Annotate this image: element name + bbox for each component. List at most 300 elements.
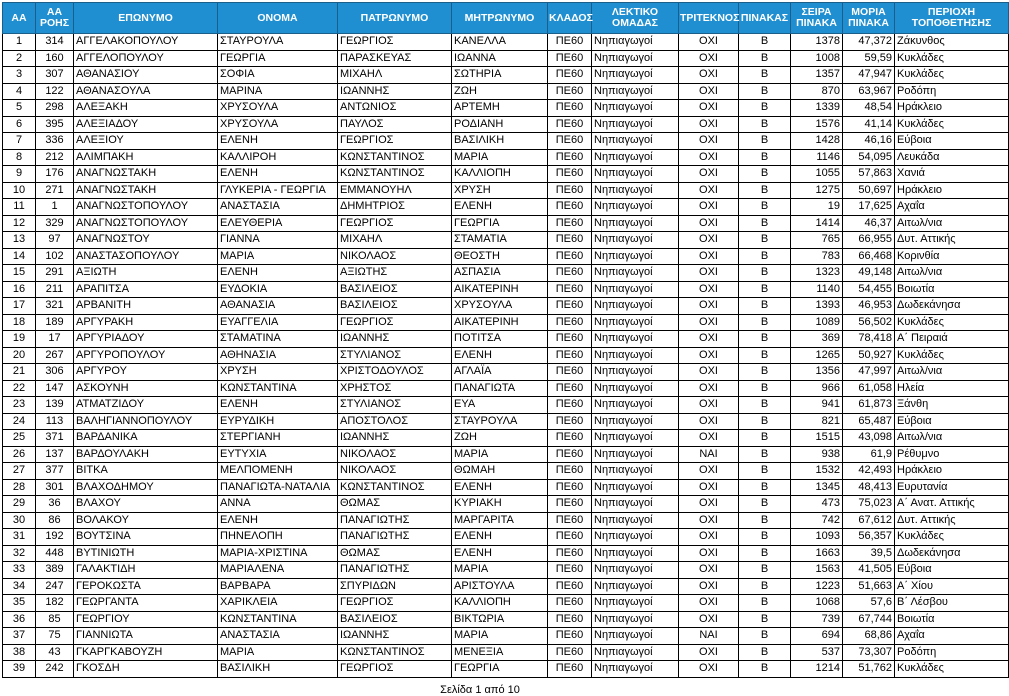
- cell-col-lektiko-omadas: Νηπιαγωγοί: [592, 380, 679, 397]
- cell-col-seira-pinaka: 537: [791, 644, 843, 661]
- cell-col-mitronymo: ΑΙΚΑΤΕΡΙΝΗ: [452, 314, 548, 331]
- cell-col-lektiko-omadas: Νηπιαγωγοί: [592, 100, 679, 117]
- cell-col-mitronymo: ΣΤΑΥΡΟΥΛΑ: [452, 413, 548, 430]
- cell-col-perioxh: Κυκλάδες: [895, 661, 1009, 678]
- cell-col-aa: 39: [3, 661, 36, 678]
- cell-col-moria-pinaka: 66,468: [843, 248, 895, 265]
- cell-col-lektiko-omadas: Νηπιαγωγοί: [592, 413, 679, 430]
- cell-col-onoma: ΕΛΕΝΗ: [218, 512, 338, 529]
- cell-col-tritteknos: ΟΧΙ: [679, 199, 739, 216]
- cell-col-pinakas: Β: [739, 100, 791, 117]
- cell-col-klados: ΠΕ60: [548, 413, 592, 430]
- cell-col-seira-pinaka: 1068: [791, 595, 843, 612]
- cell-col-onoma: ΑΝΑΣΤΑΣΙΑ: [218, 199, 338, 216]
- cell-col-aa-rohs: 291: [36, 265, 74, 282]
- cell-col-moria-pinaka: 54,455: [843, 281, 895, 298]
- cell-col-patronymo: ΝΙΚΟΛΑΟΣ: [338, 463, 452, 480]
- cell-col-eponymo: ΓΙΑΝΝΙΩΤΑ: [74, 628, 218, 645]
- cell-col-perioxh: Ρέθυμνο: [895, 446, 1009, 463]
- cell-col-klados: ΠΕ60: [548, 199, 592, 216]
- cell-col-lektiko-omadas: Νηπιαγωγοί: [592, 83, 679, 100]
- cell-col-perioxh: Ροδόπη: [895, 83, 1009, 100]
- cell-col-lektiko-omadas: Νηπιαγωγοί: [592, 314, 679, 331]
- cell-col-patronymo: ΜΙΧΑΗΛ: [338, 67, 452, 84]
- cell-col-pinakas: Β: [739, 397, 791, 414]
- cell-col-onoma: ΧΑΡΙΚΛΕΙΑ: [218, 595, 338, 612]
- cell-col-eponymo: ΑΝΑΓΝΩΣΤΟΠΟΥΛΟΥ: [74, 199, 218, 216]
- cell-col-seira-pinaka: 1345: [791, 479, 843, 496]
- cell-col-moria-pinaka: 68,86: [843, 628, 895, 645]
- cell-col-aa-rohs: 17: [36, 331, 74, 348]
- cell-col-klados: ΠΕ60: [548, 116, 592, 133]
- cell-col-seira-pinaka: 821: [791, 413, 843, 430]
- cell-col-tritteknos: ΟΧΙ: [679, 116, 739, 133]
- cell-col-tritteknos: ΟΧΙ: [679, 529, 739, 546]
- cell-col-klados: ΠΕ60: [548, 347, 592, 364]
- cell-col-moria-pinaka: 61,9: [843, 446, 895, 463]
- cell-col-onoma: ΑΘΑΝΑΣΙΑ: [218, 298, 338, 315]
- cell-col-klados: ΠΕ60: [548, 562, 592, 579]
- cell-col-lektiko-omadas: Νηπιαγωγοί: [592, 50, 679, 67]
- cell-col-seira-pinaka: 1055: [791, 166, 843, 183]
- cell-col-tritteknos: ΟΧΙ: [679, 83, 739, 100]
- cell-col-perioxh: Βοιωτία: [895, 611, 1009, 628]
- table-row: [3, 430, 1009, 447]
- cell-col-patronymo: ΝΙΚΟΛΑΟΣ: [338, 446, 452, 463]
- cell-col-lektiko-omadas: Νηπιαγωγοί: [592, 248, 679, 265]
- cell-col-aa: 24: [3, 413, 36, 430]
- cell-col-mitronymo: ΜΑΡΓΑΡΙΤΑ: [452, 512, 548, 529]
- header-col-aa: AA: [3, 3, 36, 34]
- cell-col-perioxh: Αιτωλ/νια: [895, 430, 1009, 447]
- table-row: [3, 298, 1009, 315]
- cell-col-perioxh: Ηράκλειο: [895, 182, 1009, 199]
- cell-col-eponymo: ΒΥΤΙΝΙΩΤΗ: [74, 545, 218, 562]
- cell-col-klados: ΠΕ60: [548, 34, 592, 51]
- cell-col-eponymo: ΑΓΓΕΛΑΚΟΠΟΥΛΟΥ: [74, 34, 218, 51]
- cell-col-patronymo: ΝΙΚΟΛΑΟΣ: [338, 248, 452, 265]
- cell-col-tritteknos: ΟΧΙ: [679, 463, 739, 480]
- cell-col-seira-pinaka: 1214: [791, 661, 843, 678]
- cell-col-aa: 35: [3, 595, 36, 612]
- cell-col-onoma: ΧΡΥΣΟΥΛΑ: [218, 116, 338, 133]
- cell-col-aa-rohs: 212: [36, 149, 74, 166]
- cell-col-aa: 21: [3, 364, 36, 381]
- table-row: [3, 562, 1009, 579]
- cell-col-tritteknos: ΝΑΙ: [679, 628, 739, 645]
- cell-col-aa: 23: [3, 397, 36, 414]
- cell-col-perioxh: Α΄ Χίου: [895, 578, 1009, 595]
- cell-col-aa-rohs: 389: [36, 562, 74, 579]
- cell-col-aa-rohs: 182: [36, 595, 74, 612]
- cell-col-perioxh: Α΄ Πειραιά: [895, 331, 1009, 348]
- cell-col-pinakas: Β: [739, 463, 791, 480]
- cell-col-aa: 31: [3, 529, 36, 546]
- table-row: [3, 232, 1009, 249]
- cell-col-onoma: ΜΑΡΙΑ-ΧΡΙΣΤΙΝΑ: [218, 545, 338, 562]
- cell-col-tritteknos: ΟΧΙ: [679, 248, 739, 265]
- table-row: [3, 380, 1009, 397]
- cell-col-mitronymo: ΕΛΕΝΗ: [452, 347, 548, 364]
- cell-col-tritteknos: ΟΧΙ: [679, 611, 739, 628]
- cell-col-moria-pinaka: 46,953: [843, 298, 895, 315]
- cell-col-seira-pinaka: 1563: [791, 562, 843, 579]
- cell-col-pinakas: Β: [739, 116, 791, 133]
- cell-col-perioxh: Εύβοια: [895, 133, 1009, 150]
- cell-col-perioxh: Ροδόπη: [895, 644, 1009, 661]
- cell-col-tritteknos: ΝΑΙ: [679, 446, 739, 463]
- cell-col-patronymo: ΓΕΩΡΓΙΟΣ: [338, 34, 452, 51]
- cell-col-perioxh: Εύβοια: [895, 413, 1009, 430]
- cell-col-moria-pinaka: 56,502: [843, 314, 895, 331]
- cell-col-klados: ΠΕ60: [548, 149, 592, 166]
- cell-col-aa: 36: [3, 611, 36, 628]
- cell-col-klados: ΠΕ60: [548, 298, 592, 315]
- cell-col-tritteknos: ΟΧΙ: [679, 149, 739, 166]
- table-row: [3, 496, 1009, 513]
- results-table: [2, 2, 1009, 678]
- cell-col-aa-rohs: 97: [36, 232, 74, 249]
- cell-col-pinakas: Β: [739, 364, 791, 381]
- cell-col-klados: ΠΕ60: [548, 380, 592, 397]
- cell-col-onoma: ΓΕΩΡΓΙΑ: [218, 50, 338, 67]
- cell-col-seira-pinaka: 742: [791, 512, 843, 529]
- cell-col-lektiko-omadas: Νηπιαγωγοί: [592, 133, 679, 150]
- cell-col-mitronymo: ΑΙΚΑΤΕΡΙΝΗ: [452, 281, 548, 298]
- table-row: [3, 149, 1009, 166]
- cell-col-aa-rohs: 102: [36, 248, 74, 265]
- cell-col-perioxh: Ευρυτανία: [895, 479, 1009, 496]
- cell-col-lektiko-omadas: Νηπιαγωγοί: [592, 463, 679, 480]
- cell-col-aa: 3: [3, 67, 36, 84]
- cell-col-aa: 11: [3, 199, 36, 216]
- cell-col-pinakas: Β: [739, 347, 791, 364]
- cell-col-patronymo: ΣΤΥΛΙΑΝΟΣ: [338, 347, 452, 364]
- cell-col-lektiko-omadas: Νηπιαγωγοί: [592, 578, 679, 595]
- cell-col-aa-rohs: 371: [36, 430, 74, 447]
- cell-col-moria-pinaka: 42,493: [843, 463, 895, 480]
- cell-col-onoma: ΑΝΑΣΤΑΣΙΑ: [218, 628, 338, 645]
- cell-col-perioxh: Ηλεία: [895, 380, 1009, 397]
- cell-col-onoma: ΣΤΑΥΡΟΥΛΑ: [218, 34, 338, 51]
- cell-col-pinakas: Β: [739, 331, 791, 348]
- table-row: [3, 347, 1009, 364]
- cell-col-aa: 1: [3, 34, 36, 51]
- cell-col-mitronymo: ΓΕΩΡΓΙΑ: [452, 215, 548, 232]
- cell-col-onoma: ΜΑΡΙΝΑ: [218, 83, 338, 100]
- cell-col-pinakas: Β: [739, 628, 791, 645]
- header-col-eponymo: ΕΠΩΝΥΜΟ: [74, 3, 218, 34]
- cell-col-moria-pinaka: 48,413: [843, 479, 895, 496]
- cell-col-moria-pinaka: 46,16: [843, 133, 895, 150]
- cell-col-lektiko-omadas: Νηπιαγωγοί: [592, 199, 679, 216]
- cell-col-seira-pinaka: 369: [791, 331, 843, 348]
- cell-col-patronymo: ΒΑΣΙΛΕΙΟΣ: [338, 298, 452, 315]
- cell-col-lektiko-omadas: Νηπιαγωγοί: [592, 529, 679, 546]
- cell-col-seira-pinaka: 1223: [791, 578, 843, 595]
- cell-col-aa: 6: [3, 116, 36, 133]
- cell-col-perioxh: Α΄ Ανατ. Αττικής: [895, 496, 1009, 513]
- cell-col-aa: 2: [3, 50, 36, 67]
- cell-col-onoma: ΑΝΝΑ: [218, 496, 338, 513]
- cell-col-moria-pinaka: 73,307: [843, 644, 895, 661]
- cell-col-onoma: ΜΕΛΠΟΜΕΝΗ: [218, 463, 338, 480]
- cell-col-aa-rohs: 160: [36, 50, 74, 67]
- cell-col-klados: ΠΕ60: [548, 232, 592, 249]
- cell-col-klados: ΠΕ60: [548, 364, 592, 381]
- cell-col-onoma: ΓΛΥΚΕΡΙΑ - ΓΕΩΡΓΙΑ: [218, 182, 338, 199]
- cell-col-pinakas: Β: [739, 50, 791, 67]
- cell-col-seira-pinaka: 765: [791, 232, 843, 249]
- cell-col-seira-pinaka: 473: [791, 496, 843, 513]
- cell-col-patronymo: ΚΩΝΣΤΑΝΤΙΝΟΣ: [338, 479, 452, 496]
- cell-col-aa-rohs: 301: [36, 479, 74, 496]
- cell-col-moria-pinaka: 65,487: [843, 413, 895, 430]
- cell-col-lektiko-omadas: Νηπιαγωγοί: [592, 116, 679, 133]
- cell-col-mitronymo: ΕΛΕΝΗ: [452, 529, 548, 546]
- cell-col-aa-rohs: 395: [36, 116, 74, 133]
- table-row: [3, 265, 1009, 282]
- cell-col-mitronymo: ΣΩΤΗΡΙΑ: [452, 67, 548, 84]
- cell-col-perioxh: Δωδεκάνησα: [895, 545, 1009, 562]
- cell-col-lektiko-omadas: Νηπιαγωγοί: [592, 661, 679, 678]
- cell-col-pinakas: Β: [739, 149, 791, 166]
- cell-col-moria-pinaka: 50,697: [843, 182, 895, 199]
- cell-col-aa: 14: [3, 248, 36, 265]
- cell-col-perioxh: Δυτ. Αττικής: [895, 512, 1009, 529]
- cell-col-klados: ΠΕ60: [548, 83, 592, 100]
- cell-col-patronymo: ΙΩΑΝΝΗΣ: [338, 331, 452, 348]
- table-row: [3, 83, 1009, 100]
- cell-col-moria-pinaka: 56,357: [843, 529, 895, 546]
- cell-col-moria-pinaka: 47,372: [843, 34, 895, 51]
- cell-col-aa: 17: [3, 298, 36, 315]
- cell-col-seira-pinaka: 1378: [791, 34, 843, 51]
- cell-col-seira-pinaka: 1339: [791, 100, 843, 117]
- cell-col-patronymo: ΑΞΙΩΤΗΣ: [338, 265, 452, 282]
- cell-col-seira-pinaka: 966: [791, 380, 843, 397]
- cell-col-aa: 9: [3, 166, 36, 183]
- cell-col-patronymo: ΧΡΗΣΤΟΣ: [338, 380, 452, 397]
- cell-col-klados: ΠΕ60: [548, 215, 592, 232]
- cell-col-seira-pinaka: 1428: [791, 133, 843, 150]
- cell-col-mitronymo: ΘΩΜΑΗ: [452, 463, 548, 480]
- cell-col-mitronymo: ΜΑΡΙΑ: [452, 562, 548, 579]
- cell-col-eponymo: ΑΡΑΠΙΤΣΑ: [74, 281, 218, 298]
- cell-col-aa: 20: [3, 347, 36, 364]
- cell-col-onoma: ΕΥΤΥΧΙΑ: [218, 446, 338, 463]
- cell-col-tritteknos: ΟΧΙ: [679, 413, 739, 430]
- cell-col-patronymo: ΓΕΩΡΓΙΟΣ: [338, 215, 452, 232]
- cell-col-klados: ΠΕ60: [548, 248, 592, 265]
- cell-col-lektiko-omadas: Νηπιαγωγοί: [592, 347, 679, 364]
- cell-col-pinakas: Β: [739, 34, 791, 51]
- cell-col-aa-rohs: 137: [36, 446, 74, 463]
- cell-col-tritteknos: ΟΧΙ: [679, 232, 739, 249]
- cell-col-lektiko-omadas: Νηπιαγωγοί: [592, 67, 679, 84]
- table-row: [3, 397, 1009, 414]
- header-col-mitronymo: ΜΗΤΡΩΝΥΜΟ: [452, 3, 548, 34]
- cell-col-patronymo: ΠΑΡΑΣΚΕΥΑΣ: [338, 50, 452, 67]
- cell-col-lektiko-omadas: Νηπιαγωγοί: [592, 397, 679, 414]
- cell-col-perioxh: Δυτ. Αττικής: [895, 232, 1009, 249]
- cell-col-lektiko-omadas: Νηπιαγωγοί: [592, 496, 679, 513]
- cell-col-moria-pinaka: 41,505: [843, 562, 895, 579]
- cell-col-onoma: ΕΛΕΝΗ: [218, 265, 338, 282]
- cell-col-lektiko-omadas: Νηπιαγωγοί: [592, 545, 679, 562]
- cell-col-pinakas: Β: [739, 133, 791, 150]
- cell-col-eponymo: ΑΡΓΥΡΟΠΟΥΛΟΥ: [74, 347, 218, 364]
- cell-col-klados: ΠΕ60: [548, 67, 592, 84]
- cell-col-lektiko-omadas: Νηπιαγωγοί: [592, 182, 679, 199]
- cell-col-patronymo: ΔΗΜΗΤΡΙΟΣ: [338, 199, 452, 216]
- cell-col-seira-pinaka: 1357: [791, 67, 843, 84]
- cell-col-moria-pinaka: 54,095: [843, 149, 895, 166]
- cell-col-pinakas: Β: [739, 413, 791, 430]
- cell-col-klados: ΠΕ60: [548, 100, 592, 117]
- table-header-row: [3, 3, 1009, 34]
- cell-col-eponymo: ΓΚΟΣΔΗ: [74, 661, 218, 678]
- cell-col-mitronymo: ΧΡΥΣΗ: [452, 182, 548, 199]
- cell-col-aa: 33: [3, 562, 36, 579]
- cell-col-lektiko-omadas: Νηπιαγωγοί: [592, 281, 679, 298]
- cell-col-klados: ΠΕ60: [548, 512, 592, 529]
- cell-col-aa: 28: [3, 479, 36, 496]
- cell-col-eponymo: ΑΘΑΝΑΣΙΟΥ: [74, 67, 218, 84]
- cell-col-mitronymo: ΜΕΝΕΞΙΑ: [452, 644, 548, 661]
- cell-col-klados: ΠΕ60: [548, 182, 592, 199]
- cell-col-aa: 18: [3, 314, 36, 331]
- cell-col-lektiko-omadas: Νηπιαγωγοί: [592, 430, 679, 447]
- cell-col-moria-pinaka: 75,023: [843, 496, 895, 513]
- cell-col-seira-pinaka: 1008: [791, 50, 843, 67]
- cell-col-lektiko-omadas: Νηπιαγωγοί: [592, 166, 679, 183]
- cell-col-seira-pinaka: 1265: [791, 347, 843, 364]
- cell-col-seira-pinaka: 1663: [791, 545, 843, 562]
- cell-col-patronymo: ΚΩΝΣΤΑΝΤΙΝΟΣ: [338, 149, 452, 166]
- cell-col-patronymo: ΓΕΩΡΓΙΟΣ: [338, 595, 452, 612]
- cell-col-eponymo: ΒΛΑΧΟΥ: [74, 496, 218, 513]
- cell-col-eponymo: ΑΘΑΝΑΣΟΥΛΑ: [74, 83, 218, 100]
- cell-col-aa-rohs: 36: [36, 496, 74, 513]
- cell-col-pinakas: Β: [739, 215, 791, 232]
- cell-col-patronymo: ΑΠΟΣΤΟΛΟΣ: [338, 413, 452, 430]
- cell-col-moria-pinaka: 17,625: [843, 199, 895, 216]
- cell-col-aa: 29: [3, 496, 36, 513]
- cell-col-aa: 16: [3, 281, 36, 298]
- table-row: [3, 215, 1009, 232]
- cell-col-pinakas: Β: [739, 298, 791, 315]
- cell-col-perioxh: Αιτωλ/νια: [895, 265, 1009, 282]
- cell-col-klados: ΠΕ60: [548, 595, 592, 612]
- cell-col-klados: ΠΕ60: [548, 611, 592, 628]
- cell-col-tritteknos: ΟΧΙ: [679, 479, 739, 496]
- cell-col-pinakas: Β: [739, 512, 791, 529]
- cell-col-onoma: ΣΤΕΡΓΙΑΝΗ: [218, 430, 338, 447]
- cell-col-klados: ΠΕ60: [548, 644, 592, 661]
- cell-col-aa-rohs: 271: [36, 182, 74, 199]
- cell-col-eponymo: ΑΓΓΕΛΟΠΟΥΛΟΥ: [74, 50, 218, 67]
- table-row: [3, 281, 1009, 298]
- cell-col-aa-rohs: 314: [36, 34, 74, 51]
- table-row: [3, 644, 1009, 661]
- cell-col-eponymo: ΑΡΓΥΡΑΚΗ: [74, 314, 218, 331]
- cell-col-klados: ΠΕ60: [548, 446, 592, 463]
- cell-col-perioxh: Αιτωλ/νια: [895, 215, 1009, 232]
- cell-col-perioxh: Αιτωλ/νια: [895, 364, 1009, 381]
- cell-col-aa-rohs: 43: [36, 644, 74, 661]
- cell-col-onoma: ΑΘΗΝΑΣΙΑ: [218, 347, 338, 364]
- cell-col-pinakas: Β: [739, 430, 791, 447]
- cell-col-moria-pinaka: 48,54: [843, 100, 895, 117]
- cell-col-moria-pinaka: 61,873: [843, 397, 895, 414]
- cell-col-patronymo: ΠΑΝΑΓΙΩΤΗΣ: [338, 562, 452, 579]
- cell-col-aa: 22: [3, 380, 36, 397]
- table-row: [3, 182, 1009, 199]
- cell-col-aa: 26: [3, 446, 36, 463]
- cell-col-tritteknos: ΟΧΙ: [679, 100, 739, 117]
- cell-col-tritteknos: ΟΧΙ: [679, 215, 739, 232]
- cell-col-aa: 10: [3, 182, 36, 199]
- cell-col-aa-rohs: 321: [36, 298, 74, 315]
- cell-col-aa-rohs: 448: [36, 545, 74, 562]
- cell-col-aa-rohs: 298: [36, 100, 74, 117]
- cell-col-lektiko-omadas: Νηπιαγωγοί: [592, 331, 679, 348]
- cell-col-onoma: ΚΩΝΣΤΑΝΤΙΝΑ: [218, 611, 338, 628]
- header-col-patronymo: ΠΑΤΡΩΝΥΜΟ: [338, 3, 452, 34]
- cell-col-perioxh: Κυκλάδες: [895, 314, 1009, 331]
- cell-col-perioxh: Αχαΐα: [895, 199, 1009, 216]
- cell-col-eponymo: ΑΛΕΞΙΑΔΟΥ: [74, 116, 218, 133]
- cell-col-eponymo: ΑΝΑΓΝΩΣΤΟΠΟΥΛΟΥ: [74, 215, 218, 232]
- cell-col-aa-rohs: 85: [36, 611, 74, 628]
- cell-col-onoma: ΠΗΝΕΛΟΠΗ: [218, 529, 338, 546]
- cell-col-onoma: ΧΡΥΣΗ: [218, 364, 338, 381]
- cell-col-pinakas: Β: [739, 380, 791, 397]
- cell-col-patronymo: ΒΑΣΙΛΕΙΟΣ: [338, 281, 452, 298]
- cell-col-klados: ΠΕ60: [548, 281, 592, 298]
- cell-col-aa-rohs: 336: [36, 133, 74, 150]
- cell-col-mitronymo: ΕΛΕΝΗ: [452, 545, 548, 562]
- header-col-lektiko-omadas: ΛΕΚΤΙΚΟ ΟΜΑΔΑΣ: [592, 3, 679, 34]
- cell-col-lektiko-omadas: Νηπιαγωγοί: [592, 215, 679, 232]
- cell-col-pinakas: Β: [739, 232, 791, 249]
- cell-col-mitronymo: ΜΑΡΙΑ: [452, 446, 548, 463]
- cell-col-klados: ΠΕ60: [548, 578, 592, 595]
- cell-col-perioxh: Ζάκυνθος: [895, 34, 1009, 51]
- cell-col-mitronymo: ΒΙΚΤΩΡΙΑ: [452, 611, 548, 628]
- cell-col-aa-rohs: 247: [36, 578, 74, 595]
- cell-col-seira-pinaka: 1356: [791, 364, 843, 381]
- cell-col-onoma: ΣΟΦΙΑ: [218, 67, 338, 84]
- cell-col-seira-pinaka: 1532: [791, 463, 843, 480]
- cell-col-pinakas: Β: [739, 166, 791, 183]
- cell-col-patronymo: ΙΩΑΝΝΗΣ: [338, 430, 452, 447]
- cell-col-lektiko-omadas: Νηπιαγωγοί: [592, 512, 679, 529]
- cell-col-mitronymo: ΙΩΑΝΝΑ: [452, 50, 548, 67]
- cell-col-tritteknos: ΟΧΙ: [679, 512, 739, 529]
- cell-col-mitronymo: ΚΥΡΙΑΚΗ: [452, 496, 548, 513]
- cell-col-moria-pinaka: 57,863: [843, 166, 895, 183]
- cell-col-patronymo: ΙΩΑΝΝΗΣ: [338, 628, 452, 645]
- cell-col-aa-rohs: 1: [36, 199, 74, 216]
- table-row: [3, 661, 1009, 678]
- table-row: [3, 116, 1009, 133]
- cell-col-tritteknos: ΟΧΙ: [679, 34, 739, 51]
- cell-col-lektiko-omadas: Νηπιαγωγοί: [592, 149, 679, 166]
- table-row: [3, 595, 1009, 612]
- cell-col-mitronymo: ΑΡΙΣΤΟΥΛΑ: [452, 578, 548, 595]
